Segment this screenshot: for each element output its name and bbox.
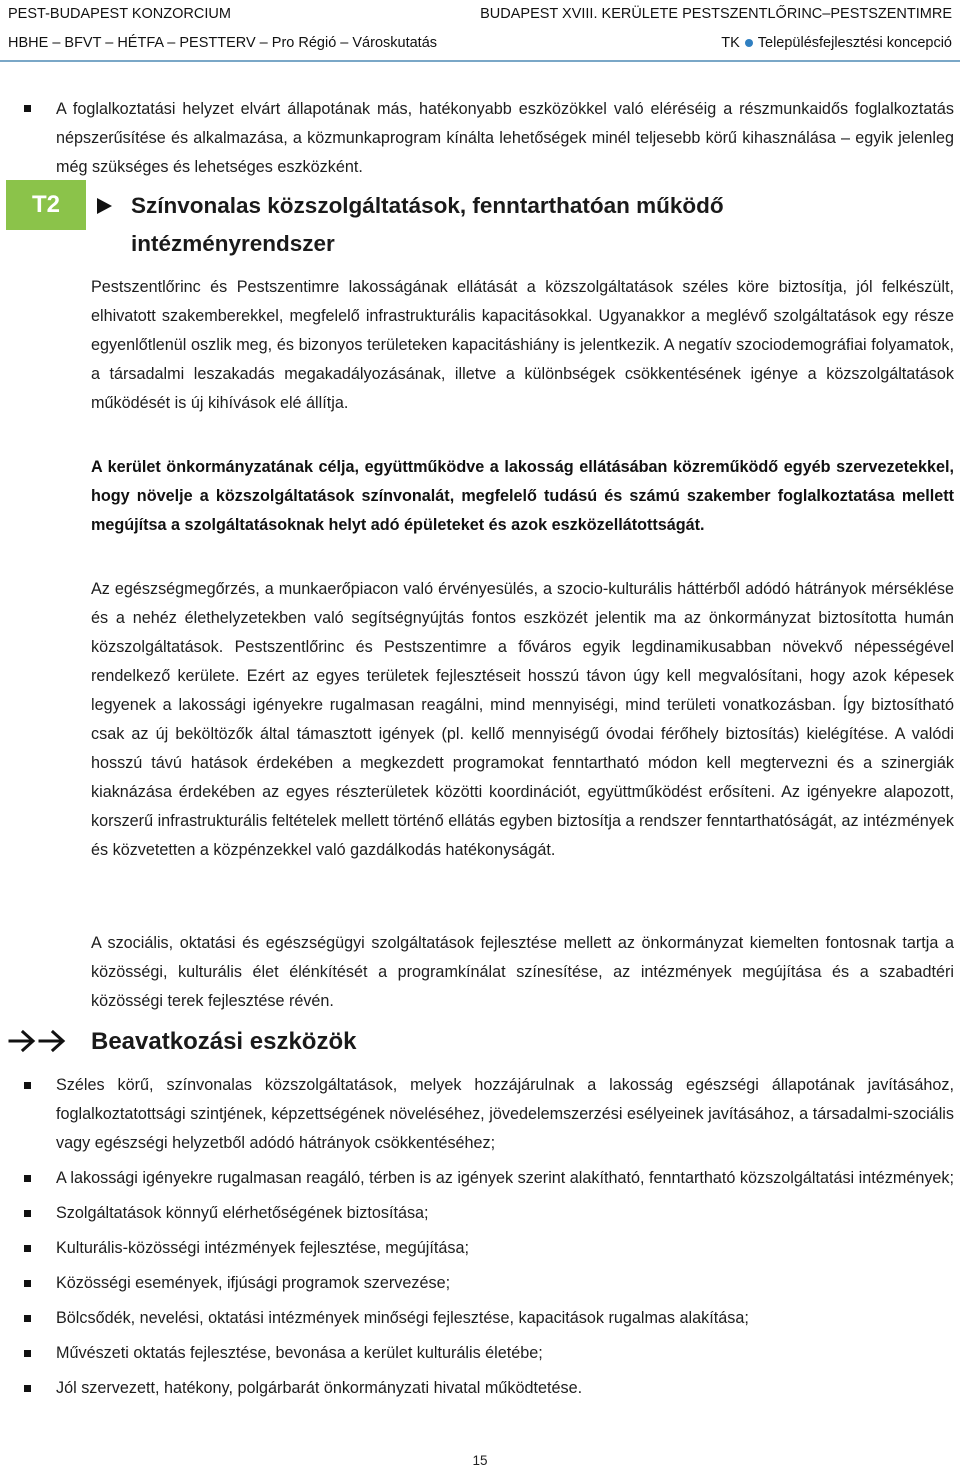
- list-item-text: Bölcsődék, nevelési, oktatási intézmények minőségi fejlesztése, kapacitások rugalmas alakítása;: [56, 1309, 749, 1327]
- list-item: [0, 1304, 960, 1333]
- list-item-text: Művészeti oktatás fejlesztése, bevonása a kerület kulturális életébe;: [56, 1344, 543, 1362]
- paragraph-services: Az egészségmegőrzés, a munkaerőpiacon való érvényesülés, a szocio-kulturális háttérből adódó hátrányok mérséklése és a nehéz élethelyzetekben való segítségnyújtás fontos eszközét jelentik ma az önkormányzat biztosította humán közszolgáltatások. Pestszentlőrinc és Pestszentimre a főváros egyik legdinamikusabban növekvő népességével rendelkező kerülete. Ezért az egyes területek fejlesztéseit hosszú távon úgy kell megvalósítani, hogy azok képesek legyenek a lakossági igényekre rugalmasan reagálni, mind mennyiségi, mind területi vonatkozásban. Így biztosítható csak az új beköltözők által támasztott igények (pl. kellő mennyiségű óvodai férőhely biztosítás) kielégítése. A valódi hosszú távú hatások érdekében a megkezdett programokat fenntartható módon kell megtervezni és a szinergiák kiaknázása érdekében az egyes részterületek közötti koordinációt, együttműködést erősíteni. Az igényekre alapozott, korszerű infrastrukturális feltételek mellett történő ellátás egyben biztosítja a rendszer fenntarthatóságát, az intézmények és közvetetten a közpénzekkel való gazdálkodás hatékonyságát.: [91, 580, 954, 859]
- square-bullet-icon: [24, 1385, 31, 1392]
- square-bullet-icon: [24, 1350, 31, 1357]
- list-item: [0, 1339, 960, 1368]
- bullet-dot-icon: [745, 39, 753, 47]
- consortium-name: PEST-BUDAPEST KONZORCIUM: [8, 6, 231, 22]
- measures-list: [0, 1071, 960, 1409]
- list-item-text: Jól szervezett, hatékony, polgárbarát önkormányzati hivatal működtetése.: [56, 1379, 583, 1397]
- doc-type-title: Településfejlesztési koncepció: [757, 35, 952, 51]
- square-bullet-icon: [24, 105, 31, 112]
- measures-title: Beavatkozási eszközök: [91, 1028, 357, 1055]
- double-right-arrow-icon: [8, 1028, 66, 1054]
- square-bullet-icon: [24, 1315, 31, 1322]
- section-badge-label: T2: [31, 191, 60, 218]
- list-item: [0, 1164, 960, 1193]
- header-left: [8, 0, 437, 58]
- section-title: Színvonalas közszolgáltatások, fenntarthatóan működő intézményrendszer: [131, 193, 724, 256]
- square-bullet-icon: [24, 1280, 31, 1287]
- list-item-text: A lakossági igényekre rugalmasan reagáló, térben is az igények szerint alakítható, fenntartható közszolgáltatási intézmények;: [56, 1169, 955, 1187]
- list-item: [0, 1234, 960, 1263]
- document-district: BUDAPEST XVIII. KERÜLETE PESTSZENTLŐRINC–PESTSZENTIMRE: [480, 6, 952, 22]
- list-item-text: Közösségi események, ifjúsági programok szervezése;: [56, 1274, 451, 1292]
- paragraph-overview: Pestszentlőrinc és Pestszentimre lakosságának ellátását a közszolgáltatások széles köre biztosítja, jól felkészült, elhivatott szakemberekkel, megfelelő infrastrukturális kapacitásokkal. Ugyanakkor a meglévő szolgáltatások egy része egyenlőtlenül oszlik meg, és bizonyos területeken kapacitáshiány is jelentkezik. A negatív szociodemográfiai folyamatok, a társadalmi leszakadás megakadályozásának, illetve a különbségek csökkentésének igénye a közszolgáltatások működését is új kihívások elé állítja.: [91, 278, 954, 412]
- square-bullet-icon: [24, 1175, 31, 1182]
- page-number: 15: [472, 1453, 488, 1468]
- square-bullet-icon: [24, 1245, 31, 1252]
- list-item-text: Szolgáltatások könnyű elérhetőségének biztosítása;: [56, 1204, 429, 1222]
- header-divider: [0, 60, 960, 62]
- paragraph-goal: A kerület önkormányzatának célja, együttműködve a lakosság ellátásában közreműködő egyéb szervezetekkel, hogy növelje a közszolgáltatások színvonalát, megfelelő tudású és számú szakember foglalkoztatása mellett megújítsa a szolgáltatásoknak helyt adó épületeket és azok eszközellátottságát.: [91, 458, 954, 534]
- doc-type-prefix: TK: [721, 35, 740, 51]
- list-item-text: Széles körű, színvonalas közszolgáltatások, melyek hozzájárulnak a lakosság egészségi állapotának javításához, foglalkoztatottsági szintjének, képzettségének növeléséhez, jövedelemszerzési esélyeinek javításához, a társadalmi-szociális vagy egészségi helyzetből adódó hátrányok csökkentéséhez;: [56, 1076, 954, 1152]
- list-item: [0, 1071, 960, 1158]
- list-item: [0, 1199, 960, 1228]
- square-bullet-icon: [24, 1210, 31, 1217]
- list-item: [0, 1269, 960, 1298]
- consortium-members: HBHE – BFVT – HÉTFA – PESTTERV – Pro Régió – Városkutatás: [8, 35, 438, 51]
- header-right: [480, 0, 952, 58]
- square-bullet-icon: [24, 1082, 31, 1089]
- section-badge: [6, 180, 86, 230]
- intro-bullet-text: A foglalkoztatási helyzet elvárt állapotának más, hatékonyabb eszközökkel való eléréséig a részmunkaidős foglalkoztatás népszerűsítése és alkalmazása, a közmunkaprogram kínálta lehetőségek minél teljesebb körű kihasználása – egyik jelenleg még szükséges és lehetséges eszközként.: [56, 100, 954, 176]
- list-item-text: Kulturális-közösségi intézmények fejlesztése, megújítása;: [56, 1239, 469, 1257]
- list-item: [0, 1374, 960, 1403]
- triangle-right-icon: [97, 198, 112, 214]
- paragraph-community: A szociális, oktatási és egészségügyi szolgáltatások fejlesztése mellett az önkormányzat kiemelten fontosnak tartja a közösségi, kulturális élet élénkítését a programkínálat színesítése, az intézmények megújítása és a szabadtéri közösségi terek fejlesztése révén.: [91, 934, 954, 1010]
- document-type: [480, 29, 952, 58]
